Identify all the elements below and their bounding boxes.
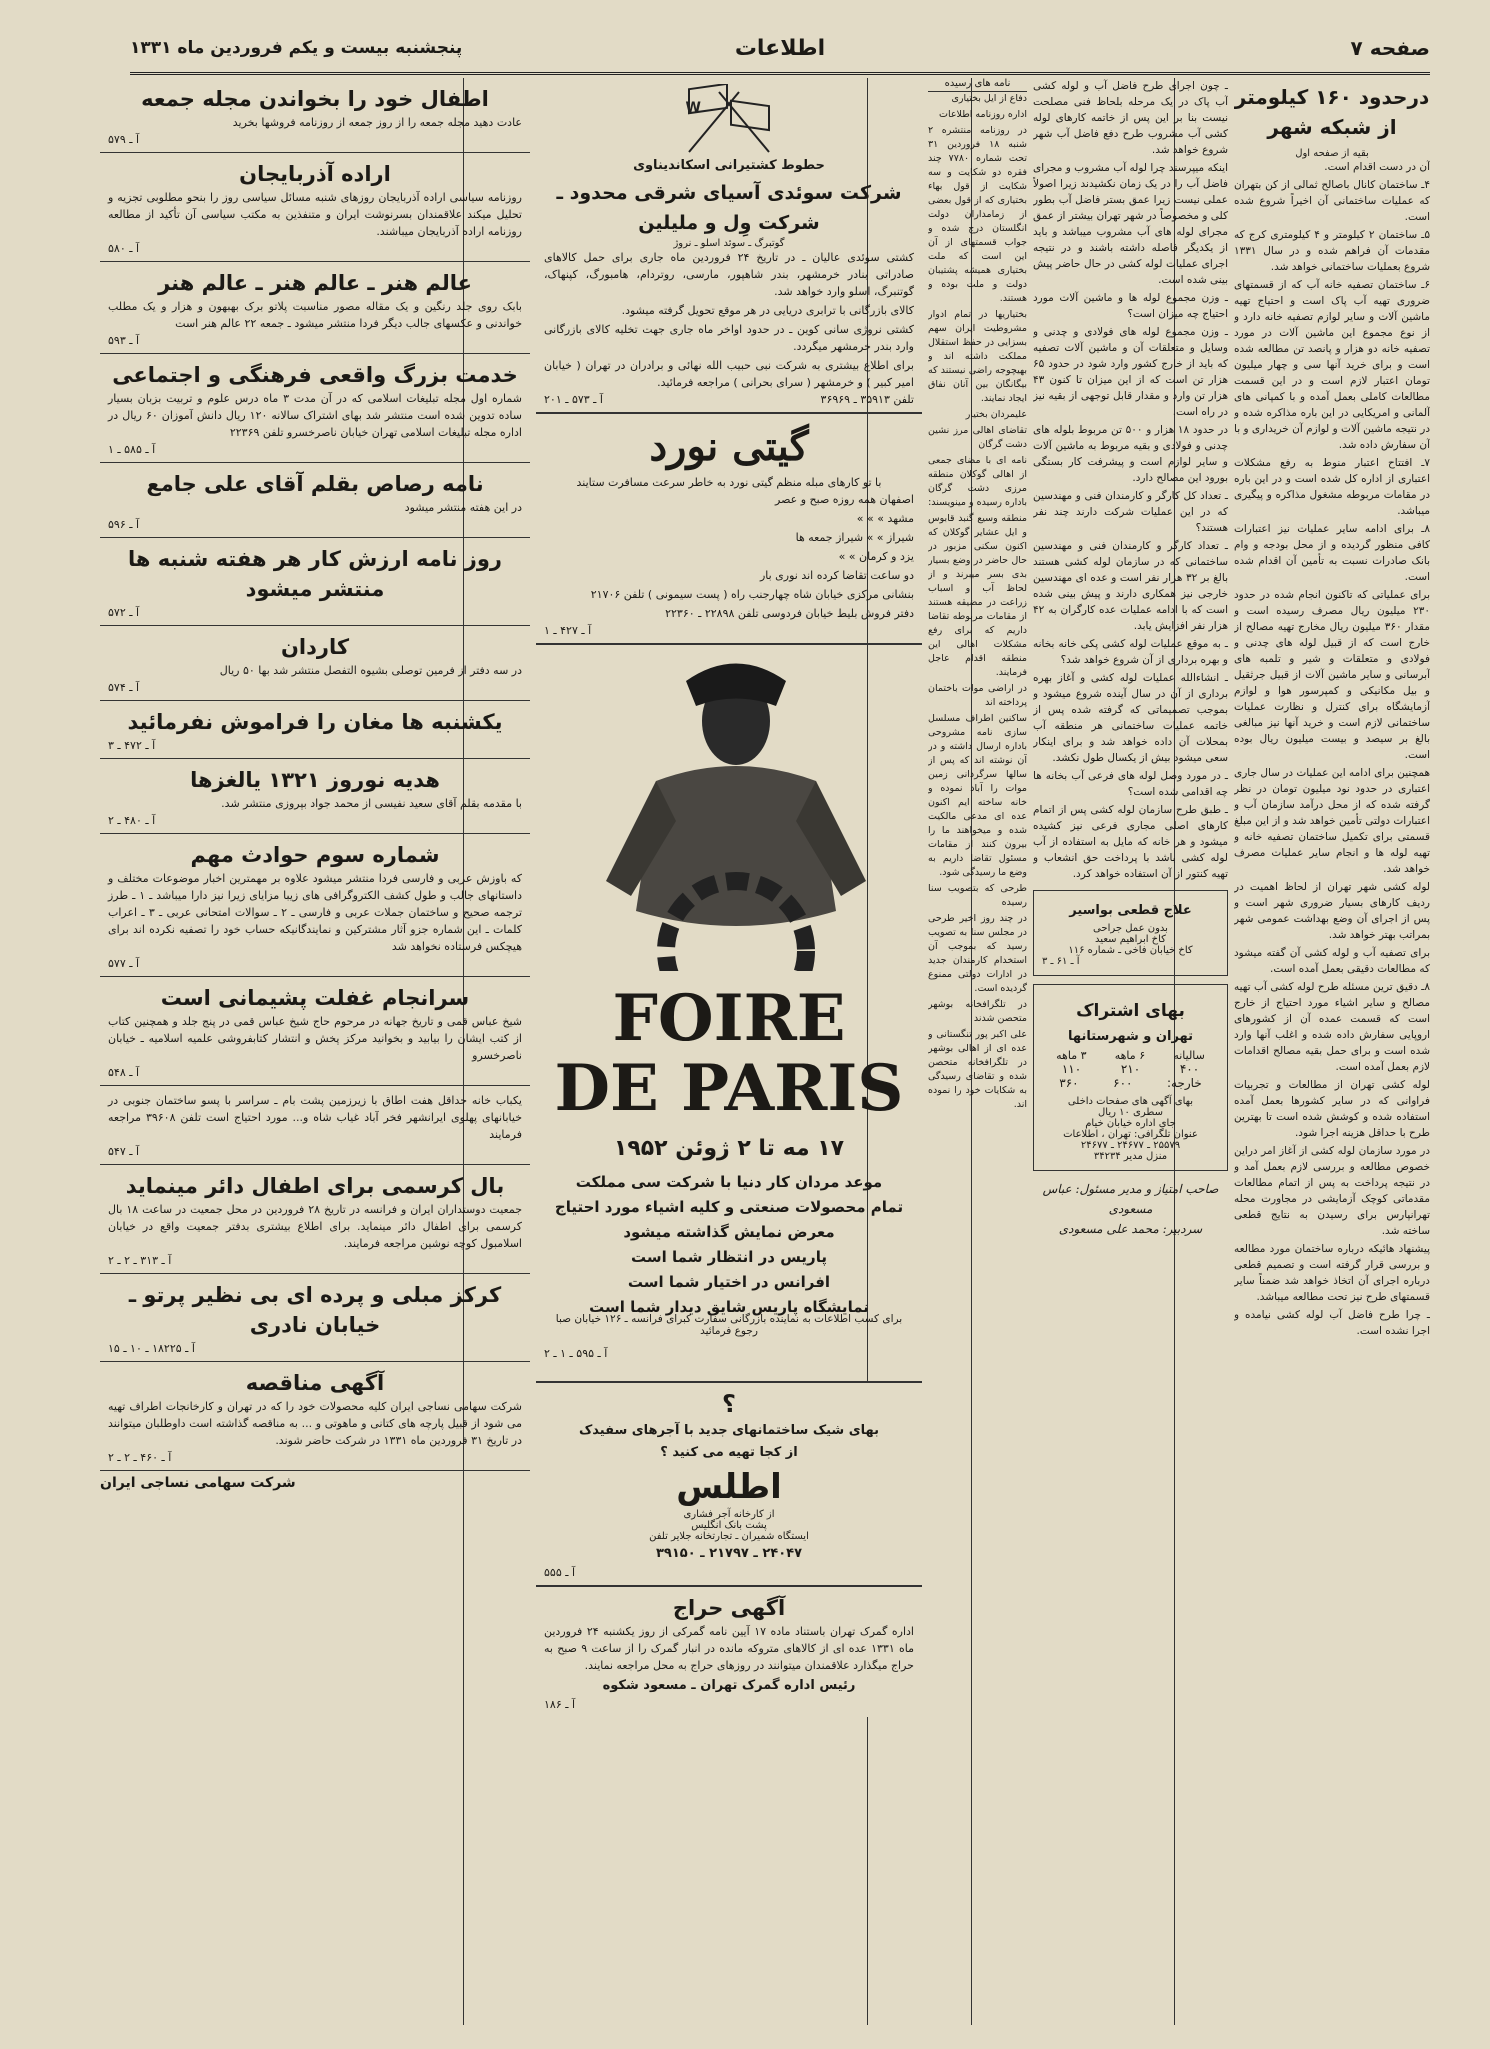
classified-title: خدمت بزرگ واقعی فرهنگی و اجتماعی xyxy=(112,363,518,387)
letter-paragraph: بختیاریها در تمام ادوار مشروطیت ایران سهم بسزایی در حفظ استقلال مملکت داشته اند و بهیچوجه راضی نیستند که بیگانگان بین آنان نفاق ایجاد نمایند. xyxy=(928,309,1027,404)
classified-ad xyxy=(100,977,530,1086)
continued-note: بقیه از صفحه اول xyxy=(1295,148,1369,159)
classified-body: در سه دفتر از فرمین توصلی بشیوه التفصل منتشر شد بها ۵۰ ریال xyxy=(219,664,522,677)
classified-ref-row xyxy=(108,681,522,694)
classified-ref: آ ـ ۵۷۲ xyxy=(108,606,140,619)
ad-auction: آگهی حراج اداره گمرک تهران باستناد ماده ۱۷ آیین نامه گمرکی از روز یکشنبه ۲۴ فروردین ماه ۱۳۳۱ عده ای از کالاهای متروکه مانده در انبار گمرک را از ساعت ۹ صبح به حراج میگذارد علاقمندان میتوانند در روزهای حراج به محل مراجعه نمایند. رئیس اداره گمرک تهران ـ مسعود شکوه آ ـ ۱۸۶ xyxy=(536,1585,922,1717)
classified-ad xyxy=(100,1274,530,1362)
ad-price-label: بهای آگهی های صفحات داخلی xyxy=(1067,1096,1194,1107)
classified-title: سرانجام غفلت پشیمانی است xyxy=(160,986,470,1010)
publisher-signature: صاحب امتیاز و مدیر مسئول: عباس مسعودی سردبیر: محمد علی مسعودی xyxy=(1042,1182,1219,1236)
route-line: شیراز » » شیراز جمعه ها xyxy=(795,531,914,544)
classified-ref-row xyxy=(108,1342,522,1355)
classified-title: روز نامه ارزش کار هر هفته شنبه ها منتشر میشود xyxy=(127,547,503,601)
ads-column-left xyxy=(100,78,530,2025)
classified-ref-row xyxy=(108,1451,522,1464)
telegraph-address: عنوان تلگرافی: تهران ، اطلاعات xyxy=(1063,1129,1198,1140)
letter-paragraph: منطقه وسیع گنبد قابوس و ایل عشایر گوکلان که اکنون سکنی مزبور در حال حاضر در وضع بسیار بدی بسر میبرند و از لحاظ آب و اسباب زراعت در مضیقه هستند از مقامات مربوطه تقاضا داریم که برای رفع مشکلات اهالی این منطقه اقدام عاجل فرمایند. xyxy=(928,513,1027,678)
ad-shipping: W حطوط کشتیرانی اسکاندیناوی شرکت سوئدی آسیای شرقی محدود ـ شرکت وِل و ملیلین گوتبرگ ـ سوئد اسلو ـ نروژ کشتی سوئدی عالیان ـ در تاریخ ۲۴ فروردین ماه جاری برای حمل کالاهای صادراتی بنادر خرمشهر، بندر شاهپور، مارسی، روتردام، هامبورگ، کپنهاک، گوتنبرگ، اسلو وارد خواهد شد. کالای بازرگانی با ترابری دریایی در هر موقع تحویل گرفته میشود. کشتی نروژی سانی کوین ـ در حدود اواخر ماه جاری جهت تخلیه کالای بازرگانی وارد بندر خرمشهر میگردد. برای اطلاع بیشتری به شرکت نبی حبیب الله نهائی و برادران در تهران ( خیابان امیر کبیر ) و خرمشهر ( سرای بحرانی ) مراجعه فرمائید. آ ـ ۵۷۳ ـ ۲۰۱ تلفن ۳۵۹۱۳ ـ ۳۶۹۶۹ xyxy=(536,78,922,414)
gity-routes xyxy=(544,491,914,565)
paragraph: ـ در مورد وصل لوله های فرعی آب بخانه ها چه اقدامی شده است؟ xyxy=(1033,770,1228,798)
classified-body: شیخ عباس قمی و تاریخ جهانه در مرحوم حاج شیخ عباس قمی در پنج جلد و همچنین کتاب از کتب ایشان را بیابید و بخوانید مرکز پخش و انتشار کتابفروشی علمیه اسلامیه ـ خیابان ناصرخسرو xyxy=(108,1015,522,1062)
paragraph: ۴ـ ساختمان کانال باصالح ثمالی از کن بتهران که عملیات ساختمانی آن اخیراً شروع شده است. xyxy=(1234,179,1430,223)
fair-line: معرض نمایش گذاشته میشود xyxy=(623,1223,835,1241)
letter-paragraph: دفاع از ایل بختیاری xyxy=(951,93,1027,104)
paragraph: ـ وزن مجموع لوله ها و ماشین آلات مورد احتیاج چه میزان است؟ xyxy=(1033,292,1228,320)
fair-footer: برای کسب اطلاعات به نماینده بازرگانی سفارت کبرای فرانسه ـ ۱۲۶ خیابان صبا رجوع فرمائید xyxy=(555,1313,903,1337)
classified-ref-row xyxy=(108,814,522,827)
ad-price: سطری ۱۰ ریال xyxy=(1098,1107,1163,1118)
fair-lines xyxy=(536,1171,922,1321)
fair-line: تمام محصولات صنعتی و کلیه اشیاء مورد احتیاج xyxy=(554,1198,904,1216)
classified-title: هدیه نوروز ۱۳۲۱ یالغزها xyxy=(190,768,440,792)
classified-ref-row xyxy=(108,518,522,531)
shipping-lines-title: حطوط کشتیرانی اسکاندیناوی xyxy=(633,158,825,173)
paragraph: بنشانی مرکزی خیابان شاه چهارجنب راه ( پست سیمونی ) تلفن ۲۱۷۰۶ xyxy=(590,588,914,601)
classified-body: عادت دهید مجله جمعه را از روز جمعه از روزنامه فروشها بخرید xyxy=(232,116,522,129)
classified-body: در این هفته منتشر میشود xyxy=(404,501,522,514)
classified-ref: آ ـ ۵۷۹ xyxy=(108,133,140,146)
classified-ref: آ ـ ۵۷۷ xyxy=(108,957,140,970)
letter-paragraph: علیمردان بختیار xyxy=(965,409,1027,420)
letter-paragraph: در اراضی موات باختمان پرداخته اند xyxy=(928,683,1027,708)
classified-ref: آ ـ ۳۱۳ ـ ۲ ـ ۲ xyxy=(108,1254,172,1267)
classified-body: روزنامه سیاسی اراده آذربایجان روزهای شنبه مسائل سیاسی روز را بنحو مطلوبی تجزیه و تحلیل میکند علاقمندان بسرنوشت ایران و متنفذین به مکتب سیاسی آن تأکید از مطالعه روزنامه اراده آذربایجان میباشند. xyxy=(108,191,522,238)
gity-intro: با تو کارهای مبله منظم گیتی نورد به خاطر سرعت مسافرت ستایند xyxy=(576,476,882,489)
letters-column xyxy=(928,78,1027,2025)
classified-ref-row xyxy=(108,133,522,146)
route-line: مشهد » » » xyxy=(856,512,914,525)
classified-body: با مقدمه بقلم آقای سعید نفیسی از محمد جواد بپروزی منتشر شد. xyxy=(221,797,522,810)
classified-body: شماره اول مجله تبلیغات اسلامی که در آن مدت ۳ ماه درس علوم و تربیت بزبان بسیار ساده تدوین شده است منتشر شد بهای اشتراک سالانه ۱۲۰ ریال دانش آموزان ۶۰ ریال در اداره مجله تبلیغات اسلامی تهران خیابان ناصرخسرو تلفن ۲۲۳۶۹ xyxy=(108,392,522,439)
classified-title: کرکز مبلی و پرده ای بی نظیر پرتو ـ خیابان نادری xyxy=(128,1283,502,1337)
fair-line: نمایشگاه پاریس شایق دیدار شما است xyxy=(589,1298,869,1316)
letters-body xyxy=(928,92,1027,1112)
classified-ad xyxy=(100,759,530,834)
classified-ad xyxy=(100,1165,530,1274)
classified-title: بال کرسمی برای اطفال دائر مینماید xyxy=(125,1174,505,1198)
paragraph: همچنین برای ادامه این عملیات در سال جاری اعتباری در حدود نود میلیون تومان در نظر گرفته شده که از محل درآمد سازمان آب و اعتبارات دولتی تأمین خواهد شد و از این مبلغ قسمتی برای تکمیل ساختمان تصفیه خانه و تهیه لوله ها و انجام سایر عملیات مصرف خواهد شد. xyxy=(1234,767,1430,875)
paragraph: ـ به موقع عملیات لوله کشی پکی خانه بخانه و بهره برداری از آن شروع خواهد شد؟ xyxy=(1033,638,1228,666)
paragraph: ۸ـ برای ادامه سایر عملیات نیز اعتبارات کافی منظور گردیده و از محل بودجه و وام بانک صادرات نسبت به تأمین آن اقدام شده است. xyxy=(1234,523,1430,583)
newspaper-name: اطلاعات xyxy=(734,36,826,61)
subscription-headers: سالیانه ۶ ماهه ۳ ماهه xyxy=(1056,1049,1205,1062)
letter-paragraph: در تلگرافخانه بوشهر متحصن شدند xyxy=(928,999,1027,1024)
classified-ref: آ ـ ۵۴۸ xyxy=(108,1066,140,1079)
classified-ref-row xyxy=(108,1254,522,1267)
route-line: یزد و کرمان » » xyxy=(838,550,914,563)
shipping-company-name: شرکت سوئدی آسیای شرقی محدود ـ شرکت وِل و ملیلین xyxy=(556,182,902,234)
classified-body: یکباب خانه حداقل هفت اطاق با زیرزمین پشت بام ـ سراسر با پسو ساختمان جنوبی در خیابانهای پهلوی ایرانشهر فخر آباد غیاب شاه و... مورد احتیاج است تلفن ۳۹۶۰۸ مراجعه فرمایند xyxy=(108,1094,522,1141)
office-address: جای اداره خیابان خیام xyxy=(1085,1118,1176,1129)
de-paris-title: DE PARIS xyxy=(554,1051,904,1126)
paragraph: اینکه میپرسند چرا لوله آب مشروب و مجرای فاضل آب را در یک زمان نکشیدند زیرا اصولاً عملی نیست زیرا عمق بستر فاضل آب بطور کلی و مخصوصاً در شهر تهران بیشتر از عمق مجرای لوله های آب مشروب میباشد و باید از یکدیگر فاصله داشته باشند و در نتیجه اجرای عملیات لوله کشی در حال حاضر پیش بینی شده است. xyxy=(1033,162,1228,286)
article-headline: درحدود ۱۶۰ کیلومتر از شبکه شهر xyxy=(1234,85,1430,139)
classified-ref-row xyxy=(108,334,522,347)
paragraph: برای تصفیه آب و لوله کشی آن گفته میشود که مطالعات دقیقی بعمل آمده است. xyxy=(1234,947,1430,975)
classified-body: جمعیت دوستداران ایران و فرانسه در تاریخ ۲۸ فروردین در محل جمعیت در ساعت ۱۸ بال کرسمی برای اطفال دائر مینماید. برای اطلاع بیشتری بدفتر جمعیت واقع در خیابان اسلامبول کوچه نوشین مراجعه فرمایند. xyxy=(108,1203,523,1250)
classified-ad xyxy=(100,626,530,701)
worker-illustration xyxy=(536,651,922,971)
subscription-box xyxy=(1033,984,1228,1171)
paragraph: دو ساعت تقاضا کرده اند نوری بار xyxy=(759,569,914,582)
ad-line: بدون عمل جراحی xyxy=(1093,923,1168,934)
letter-paragraph: در چند روز اخیر طرحی در مجلس سنا به تصویب رسید که بموجب آن استخدام کارمندان جدید در ادارات دولتی ممنوع گردیده است. xyxy=(928,913,1027,994)
gity-title: گیتی نورد xyxy=(649,423,809,470)
paragraph: ۷ـ افتتاح اعتبار منوط به رفع مشکلات اعتباری از اداره کل شده است و در این باره در مقامات مربوطه مشغول مذاکره و پیگیری میباشد. xyxy=(1234,457,1430,517)
ad-atlas-bricks: ؟ بهای شیک ساختمانهای جدید با آجرهای سفیدک از کجا تهیه می کنید ؟ اطلس از کارخانه آجر فشاری پشت بانک انگلیس ایستگاه شمیران ـ تجارتخانه جلایر تلفن ۲۴۰۴۷ ـ ۲۱۷۹۷ ـ ۳۹۱۵۰ آ ـ ۵۵۵ xyxy=(536,1381,922,1585)
paragraph: کشتی سوئدی عالیان ـ در تاریخ ۲۴ فروردین ماه جاری برای حمل کالاهای صادراتی بنادر خرمشهر، بندر شاهپور، مارسی، روتردام، هامبورگ، کپنهاک، گوتنبرگ، اسلو وارد خواهد شد. xyxy=(544,251,914,298)
classified-ref: آ ـ ۴۸۰ ـ ۲ xyxy=(108,814,156,827)
paragraph: پیشنهاد هائیکه درباره ساختمان مورد مطالعه و بررسی قرار گرفته است و تصمیم قطعی درباره اجرای آن اتخاذ خواهد شد ضمناً سایر قسمتهای طرح نیز تحت مطالعه میباشد. xyxy=(1234,1243,1430,1303)
classified-ref: آ ـ ۵۸۵ ـ ۱ xyxy=(108,443,156,456)
classified-title: کاردان xyxy=(280,635,350,659)
fair-ref: آ ـ ۵۹۵ ـ ۱ ـ ۲ xyxy=(544,1347,608,1360)
classified-ad xyxy=(100,153,530,262)
ad-gity-navard: گیتی نورد با تو کارهای مبله منظم گیتی نورد به خاطر سرعت مسافرت ستایند اصفهان همه روزه صبح و عصر مشهد » » » شیراز » » شیراز جمعه ها یزد و کرمان » » دو ساعت تقاضا کرده اند نوری بار بنشانی مرکزی خیابان شاه چهارجنب راه ( پست سیمونی ) تلفن ۲۱۷۰۶ دفتر فروش بلیط خیابان فردوسی تلفن ۲۲۸۹۸ ـ ۲۲۳۶۰ آ ـ ۴۲۷ ـ ۱ xyxy=(536,414,922,645)
classified-ref-row xyxy=(108,1066,522,1079)
fair-dates: ۱۷ مه تا ۲ ژوئن ۱۹۵۲ xyxy=(613,1136,845,1161)
paragraph: ـ تعداد کل کارگر و کارمندان فنی و مهندسین که در این عملیات شرکت دارند چند نفر هستند؟ xyxy=(1033,490,1228,534)
letters-label: نامه های رسیده xyxy=(928,78,1027,92)
classified-body: شرکت سهامی نساجی ایران کلیه محصولات خود را که در تهران و کارخانجات اطراف تهیه می شود از قبیل پارچه های کتانی و ماهوتی و ... به مناقصه گذاشته است داوطلبان میتوانند در تاریخ ۳۱ فروردین ماه ۱۳۳۱ در شرکت حاضر شوند. xyxy=(108,1400,522,1447)
auction-body: اداره گمرک تهران باستناد ماده ۱۷ آیین نامه گمرکی از روز یکشنبه ۲۴ فروردین ماه ۱۳۳۱ عده ای از کالاهای متروکه مانده در انبار گمرک را از ساعت ۹ صبح به حراج میگذارد علاقمندان میتوانند در روزهای حراج به محل مراجعه نمایند. xyxy=(544,1625,914,1672)
classified-ad xyxy=(100,834,530,977)
ad-hemorrhoid xyxy=(1033,890,1228,976)
letter-paragraph: تقاضای اهالی مرز نشین دشت گرگان xyxy=(928,425,1027,450)
paragraph: ـ چرا طرح فاضل آب لوله کشی نیامده و اجرا نشده است. xyxy=(1234,1309,1430,1337)
article-body xyxy=(1234,159,1430,1339)
company-signature: شرکت سهامی نساجی ایران xyxy=(100,1475,296,1491)
letter-paragraph: اداره روزنامه اطلاعات xyxy=(939,109,1027,120)
classified-ref: آ ـ ۱۸۲۲۵ ـ ۱۰ ـ ۱۵ xyxy=(108,1342,195,1355)
paragraph: کشتی نروژی سانی کوین ـ در حدود اواخر ماه جاری جهت تخلیه کالای بازرگانی وارد بندر خرمشهر میگردد. xyxy=(544,323,914,353)
foire-title: FOIRE xyxy=(612,981,846,1056)
subscription-row-foreign: خارجه: ۶۰۰ ۳۶۰ xyxy=(1059,1076,1202,1090)
paragraph: ـ وزن مجموع لوله های فولادی و چدنی و وسایل و متعلقات آن و ماشین آلات تصفیه که باید از خارج کشور وارد شود در حدود ۶۵ هزار تن است که از این میزان تا کنون ۴۳ هزار تن وارد و مقدار قابل توجهی از بقیه نیز در راه است. xyxy=(1033,326,1228,418)
paragraph: برای عملیاتی که تاکنون انجام شده در حدود ۲۳۰ میلیون ریال مصرف رسیده است و مقدار ۳۶۰ میلیون ریال مخارج تهیه مصالح از خارج است که از قبیل لوله های چدنی و فولادی و متعلقات و شیر و تلمبه های آبرسانی و سایر ماشین آلات از قبیل جرثقیل و بیل مکانیکی و کمپرسور هوا و لوازم آزمایشگاه برای کنترل و نظارت عملیات ساختمانی لازم است و خرید آنها نیز مبالغی بالغ بر سیصد و بیست میلیون ریال بوده است. xyxy=(1234,589,1430,761)
paragraph: ـ انشاءالله عملیات لوله کشی و آغاز بهره برداری از آن در سال آینده شروع میشود و بموجب تصمیماتی که گرفته شده پس از خاتمه عملیات ساختمانی هر منطقه آب بمحلات آن داده خواهد شد و برای اینکار سعی میشود بیش از یکسال طول نکشد. xyxy=(1033,672,1228,764)
subscription-row-domestic: ۴۰۰ ۲۱۰ ۱۱۰ xyxy=(1061,1062,1200,1076)
classified-title: اطفال خود را بخواندن مجله جمعه xyxy=(141,87,489,111)
ads-column-center xyxy=(536,78,922,2025)
classified-ref: آ ـ ۴۶۰ ـ ۲ ـ ۲ xyxy=(108,1451,172,1464)
paragraph: ـ طبق طرح سازمان لوله کشی پس از اتمام کارهای اصلی مجاری فرعی نیز کشیده میشود و هر خانه که مایل به استفاده از آب لوله کشی باشد با پرداخت حق انشعاب و تهیه کنتور از آن استفاده خواهد کرد. xyxy=(1033,804,1228,880)
paragraph: ۵ـ ساختمان ۲ کیلومتر و ۴ کیلومتری کرج که مقدمات آن فراهم شده و در سال ۱۳۳۱ شروع بعملیات ساختمانی خواهد شد. xyxy=(1234,229,1430,273)
editor-home-phone: منزل مدیر ۳۴۲۳۴ xyxy=(1093,1151,1168,1162)
classified-title: اراده آذربایجان xyxy=(239,162,391,186)
classified-title: یکشنبه ها مغان را فراموش نفرمائید xyxy=(127,710,503,734)
paragraph: در حدود ۱۸ هزار و ۵۰۰ تن مربوط بلوله های چدنی و فولادی و بقیه مربوط به ماشین آلات و سایر لوازم است و پیشرفت کار بستگی بورود این مصالح دارد. xyxy=(1033,424,1228,484)
classified-ad xyxy=(100,78,530,153)
classified-title: نامه رصاص بقلم آقای علی جامع xyxy=(146,472,484,496)
ad-ref: آ ـ ۶۱ ـ ۳ xyxy=(1042,956,1080,967)
shipping-cities: گوتبرگ ـ سوئد اسلو ـ نروژ xyxy=(673,238,785,249)
classified-ad xyxy=(100,1362,530,1471)
route-line: اصفهان همه روزه صبح و عصر xyxy=(775,493,914,506)
paragraph: دفتر فروش بلیط خیابان فردوسی تلفن ۲۲۸۹۸ ـ ۲۲۳۶۰ xyxy=(665,607,914,620)
classified-ref-row xyxy=(108,739,522,752)
classified-ad xyxy=(100,262,530,354)
paragraph: ۸ـ دقیق ترین مسئله طرح لوله کشی آب تهیه مصالح و سایر اشیاء مورد احتیاج از خارج است که قسمت عمده آن از کشورهای اروپایی سفارش داده شده و اغلب آنها وارد شده است و برای حمل بقیه مصالح اقدامات لازم بعمل آمده است. xyxy=(1234,981,1430,1073)
classified-ref: آ ـ ۵۹۶ xyxy=(108,518,140,531)
classified-ref: آ ـ ۵۷۴ xyxy=(108,681,140,694)
article-body xyxy=(1033,78,1228,882)
classified-ref-row xyxy=(108,1145,522,1158)
shipping-body xyxy=(544,249,914,391)
paragraph: لوله کشی تهران از مطالعات و تجربیات فراوانی که در سایر کشورها بعمل آمده استفاده شده و کوشش شده است تا بهترین طرح با حداقل هزینه اجرا شود. xyxy=(1234,1079,1430,1139)
fair-line: موعد مردان کار دنیا با شرکت سی مملکت xyxy=(575,1173,883,1191)
classified-body: بابک روی جلد رنگین و یک مقاله مصور مناسبت پلاتو برک بهبهون و هزار و یک مطلب خواندنی و عکسهای جالب دیگر فردا منتشر میشود ـ جمعه ۲۲ عالم هنر است xyxy=(108,300,522,330)
ad-foire-de-paris xyxy=(536,651,922,1481)
svg-text:W: W xyxy=(685,100,701,116)
ad-title: علاج قطعی بواسیر xyxy=(1069,903,1192,918)
classified-ref: آ ـ ۵۴۷ xyxy=(108,1145,140,1158)
letter-paragraph: طرحی که بتصویب سنا رسیده xyxy=(928,883,1027,908)
fair-line: پاریس در انتظار شما است xyxy=(631,1248,827,1266)
subscription-title: بهای اشتراک xyxy=(1076,1001,1185,1021)
auction-title: آگهی حراج xyxy=(672,1596,786,1620)
classified-ref-row xyxy=(108,242,522,255)
auction-signature: رئیس اداره گمرک تهران ـ مسعود شکوه xyxy=(602,1678,856,1693)
atlas-brand: اطلس xyxy=(676,1467,782,1507)
classified-title: عالم هنر ـ عالم هنر ـ عالم هنر xyxy=(158,271,472,295)
crossed-flags-logo xyxy=(669,84,789,154)
classified-ad xyxy=(100,1086,530,1165)
classified-title: آگهی مناقصه xyxy=(245,1371,385,1395)
classified-ref-row xyxy=(108,957,522,970)
classified-ad xyxy=(100,463,530,538)
issue-date: پنجشنبه بیست و یکم فروردین ماه ۱۳۳۱ xyxy=(130,38,463,58)
fair-line: افرانس در اختیار شما است xyxy=(627,1273,831,1291)
paragraph: لوله کشی شهر تهران از لحاظ اهمیت در ردیف کارهای بسیار ضروری شهر است و پس از اجرای آن وضع بهداشت عمومی شهر بمراتب بهتر خواهد شد. xyxy=(1234,881,1430,941)
article-column-water xyxy=(1234,78,1430,2025)
classified-ref-row xyxy=(108,443,522,456)
classified-ref: آ ـ ۵۸۰ xyxy=(108,242,140,255)
letter-paragraph: ساکنین اطراف مسلسل سازی نامه مشروحی باداره ارسال داشته و در آن نوشته اند که پس از سالها سرگردانی زمین موات را آباد نموده و خانه ساخته ایم اکنون عده ای مدعی مالکیت شده و میخواهند ما را بیرون کنند از مقامات مسئول تقاضا داریم به وضع ما رسیدگی شود. xyxy=(928,713,1027,878)
classified-ad xyxy=(100,354,530,463)
paragraph: ـ چون اجرای طرح فاضل آب و لوله کشی آب پاک در یک مرحله بلحاظ فنی مصلحت نیست بنا بر این پس از خاتمه کارهای لوله کشی آب مشروب طرح دفع فاضل آب شهر شروع خواهد شد. xyxy=(1033,80,1228,156)
page-header xyxy=(130,28,1430,75)
ad-line: کاخ خیابان فاخی ـ شماره ۱۱۶ xyxy=(1068,945,1193,956)
subscription-subtitle: تهران و شهرستانها xyxy=(1067,1029,1193,1044)
letter-paragraph: در روزنامه منتشره ۲ شنبه ۱۸ فروردین ۳۱ تحت شماره ۷۷۸۰ چند فقره دو شکایت و سه شکایت از قول بهاء بختیاری که از قول بعضی از زمامداران دولت انگلستان درج شده و جواب قسمتهای از آن این است که ملت بختیاری همیشه پشتیبان دولت و ملت بوده و هستند. xyxy=(928,125,1027,304)
paragraph: ـ تعداد کارگر و کارمندان فنی و مهندسین ساختمانی که در سازمان لوله کشی هستند بالغ بر ۳۲ هزار نفر است و عده ای مهندسین خارجی نیز همکاری دارند و پیش بینی شده است که با ادامه عملیات عده کارگران به ۴۲ هزار نفر افزایش یابد. xyxy=(1033,540,1228,632)
office-phones: ۲۵۵۷۹ ـ ۲۴۶۷۷ ـ ۲۴۶۷۷ xyxy=(1080,1140,1181,1151)
classified-ad xyxy=(100,538,530,626)
paragraph: آن در دست اقدام است. xyxy=(1324,161,1430,173)
classified-ref-row xyxy=(108,606,522,619)
paragraph: کالای بازرگانی با ترابری دریایی در هر موقع تحویل گرفته میشود. xyxy=(621,304,914,317)
gity-body xyxy=(544,567,914,622)
classified-body: که باوزش عربی و فارسی فردا منتشر میشود علاوه بر مهمترین اخبار موضوعات مختلف و داستانهای جالب و طول کشف الکتروگرافی های زیبا مزایای زیرا نیز دارا میباشد ـ ۱ ـ طرز ترجمه صحیح و ساختمان جملات عربی و فارسی ـ ۲ ـ سوالات امتحانی عربی ـ ۳ ـ اعراب کلمات ـ این شماره جزو آثار مشترکین و نمایندگانیکه حساب خود را تصفیه نکرده اند برای هیچکس فرستاده نخواهد شد xyxy=(108,872,522,953)
paragraph: برای اطلاع بیشتری به شرکت نبی حبیب الله نهائی و برادران در تهران ( خیابان امیر کبیر ) و خرمشهر ( سرای بحرانی ) مراجعه فرمائید. xyxy=(544,359,914,389)
classified-ref: آ ـ ۴۷۲ ـ ۳ xyxy=(108,739,156,752)
article-column-continuation xyxy=(1033,78,1228,2025)
page-number: صفحه ۷ xyxy=(1350,36,1430,60)
ad-line: کاخ ابراهیم سعید xyxy=(1095,934,1166,945)
paragraph: در مورد سازمان لوله کشی از آغاز امر دراین خصوص مطالعه و بررسی لازم بعمل آمد و در نتیجه پرداخت به پس از اتمام مطالعات مقدماتی کوچک آزمایشی در مجاورت محله تهرانپارس برای رسیدن به نتایج قطعی ساخته شد. xyxy=(1234,1145,1430,1237)
letter-paragraph: نامه ای با مضای جمعی از اهالی گوکلان منطقه مرزی دشت گرگان باداره رسیده و مینویسند: xyxy=(928,455,1027,508)
classified-ref: آ ـ ۵۹۳ xyxy=(108,334,140,347)
letter-paragraph: علی اکبر پور تنگستانی و عده ای از اهالی بوشهر در تلگرافخانه متحصن شده و تقاضای رسیدگی به شکایات خود را نموده اند. xyxy=(928,1029,1027,1110)
classified-ad xyxy=(100,701,530,759)
classified-title: شماره سوم حوادث مهم xyxy=(190,843,440,867)
paragraph: ۶ـ ساختمان تصفیه خانه آب که از قسمتهای ضروری تهیه آب پاک است و احتیاج تهیه ماشین آلات و سایر لوازم تصفیه خانه دارد و از نوع مجموع این ماشین آلات در مورد تصفیه خانه دو هزار و پانصد تن مطالعه شده است و برای خرید آنها سی و چهار میلیون تومان اعتبار لازم است و در این قسمت مطالعات کاملی بعمل آمده و با کمپانی های آلمانی و امریکایی در این باره مذاکره شده و در نتیجه ماشین آلات و لوازم آن خریداری و با آن سفارش داده شد. xyxy=(1234,279,1430,451)
